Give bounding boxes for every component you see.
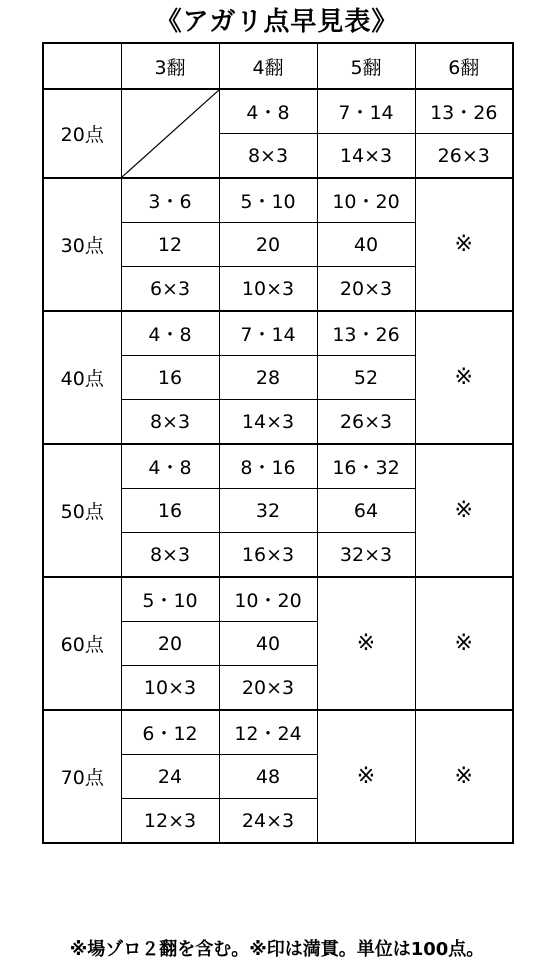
table-cell: 5・10 — [219, 178, 317, 223]
table-cell: 4・8 — [121, 311, 219, 356]
agari-points-table — [42, 42, 514, 844]
table-row — [43, 89, 513, 134]
table-cell: 4・8 — [121, 444, 219, 489]
fu-label-40: 40点 — [43, 311, 121, 444]
table-cell: 10・20 — [317, 178, 415, 223]
mangan-mark: ※ — [415, 710, 513, 843]
header-5han: 5翻 — [317, 43, 415, 89]
table-cell: 12 — [121, 223, 219, 267]
table-cell: 10×3 — [121, 666, 219, 711]
table-cell: 14×3 — [219, 400, 317, 445]
table-cell: 4・8 — [219, 89, 317, 134]
fu-label-30: 30点 — [43, 178, 121, 311]
table-cell: 16 — [121, 489, 219, 533]
table-cell: 20×3 — [219, 666, 317, 711]
table-cell: 28 — [219, 356, 317, 400]
table-header-row — [43, 43, 513, 89]
table-row — [43, 710, 513, 755]
fu-label-60: 60点 — [43, 577, 121, 710]
fu-label-50: 50点 — [43, 444, 121, 577]
table-cell: 8・16 — [219, 444, 317, 489]
table-cell: 6×3 — [121, 267, 219, 312]
fu-label-70: 70点 — [43, 710, 121, 843]
mangan-mark: ※ — [415, 311, 513, 444]
table-cell: 26×3 — [415, 134, 513, 179]
footnote: ※場ゾロ２翻を含む。※印は満貫。単位は100点。 — [69, 939, 485, 960]
table-cell: 7・14 — [219, 311, 317, 356]
table-cell: 16 — [121, 356, 219, 400]
table-row — [43, 444, 513, 489]
table-cell: 3・6 — [121, 178, 219, 223]
table-cell: 13・26 — [415, 89, 513, 134]
header-6han: 6翻 — [415, 43, 513, 89]
table-cell: 12×3 — [121, 799, 219, 844]
empty-diagonal-cell — [121, 89, 219, 178]
table-cell: 12・24 — [219, 710, 317, 755]
table-cell: 26×3 — [317, 400, 415, 445]
header-corner-cell — [43, 43, 121, 89]
table-cell: 40 — [219, 622, 317, 666]
fu-label-20: 20点 — [43, 89, 121, 178]
table-cell: 14×3 — [317, 134, 415, 179]
table-cell: 6・12 — [121, 710, 219, 755]
diagonal-slash-icon — [122, 90, 219, 177]
table-cell: 40 — [317, 223, 415, 267]
table-cell: 24×3 — [219, 799, 317, 844]
table-cell: 32 — [219, 489, 317, 533]
table-cell: 10・20 — [219, 577, 317, 622]
table-cell: 7・14 — [317, 89, 415, 134]
table-cell: 20 — [121, 622, 219, 666]
table-cell: 5・10 — [121, 577, 219, 622]
table-row — [43, 577, 513, 622]
table-cell: 20 — [219, 223, 317, 267]
table-cell: 24 — [121, 755, 219, 799]
mangan-mark: ※ — [317, 710, 415, 843]
table-cell: 20×3 — [317, 267, 415, 312]
table-row — [43, 311, 513, 356]
table-row — [43, 178, 513, 223]
header-3han: 3翻 — [121, 43, 219, 89]
table-cell: 32×3 — [317, 533, 415, 578]
table-cell: 13・26 — [317, 311, 415, 356]
table-cell: 16・32 — [317, 444, 415, 489]
mangan-mark: ※ — [415, 444, 513, 577]
table-cell: 8×3 — [121, 400, 219, 445]
mangan-mark: ※ — [415, 577, 513, 710]
mangan-mark: ※ — [317, 577, 415, 710]
page-title: 《アガリ点早見表》 — [155, 7, 399, 37]
header-4han: 4翻 — [219, 43, 317, 89]
mangan-mark: ※ — [415, 178, 513, 311]
table-cell: 52 — [317, 356, 415, 400]
table-cell: 8×3 — [121, 533, 219, 578]
table-cell: 64 — [317, 489, 415, 533]
table-cell: 16×3 — [219, 533, 317, 578]
table-cell: 48 — [219, 755, 317, 799]
table-cell: 8×3 — [219, 134, 317, 179]
table-cell: 10×3 — [219, 267, 317, 312]
